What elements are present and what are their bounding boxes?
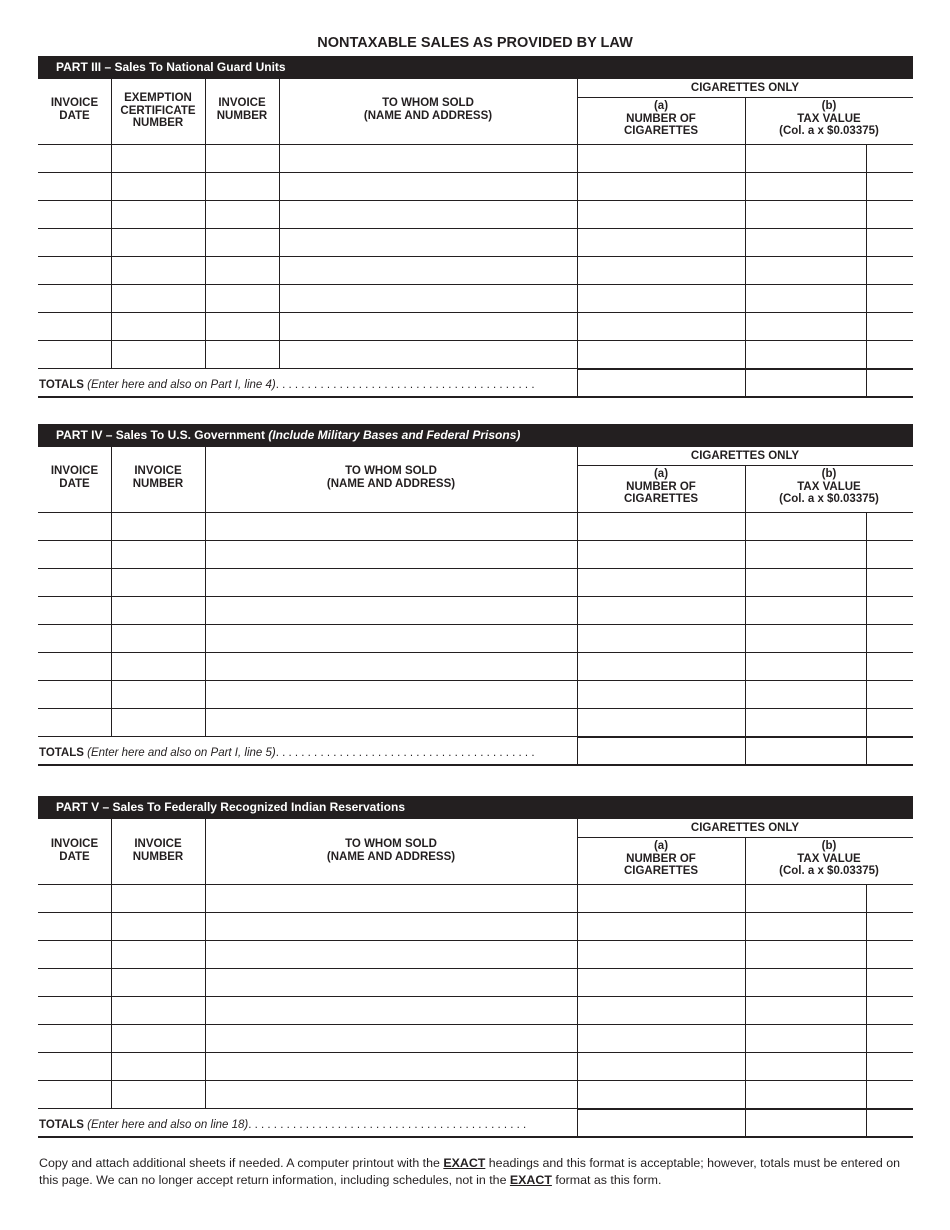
part-iii-section <box>0 56 950 426</box>
table-cell[interactable] <box>867 285 913 312</box>
table-cell[interactable] <box>746 313 866 340</box>
table-cell[interactable] <box>206 173 279 200</box>
table-cell[interactable] <box>578 653 745 680</box>
table-cell[interactable] <box>112 257 205 284</box>
table-cell[interactable] <box>206 313 279 340</box>
table-cell[interactable] <box>112 513 205 540</box>
table-cell[interactable] <box>112 313 205 340</box>
table-cell[interactable] <box>578 541 745 568</box>
exemption-certificate-header: EXEMPTION CERTIFICATE NUMBER <box>120 92 196 129</box>
table-cell[interactable] <box>746 913 866 940</box>
table-cell[interactable] <box>280 285 577 312</box>
table-cell[interactable] <box>867 681 913 708</box>
totals-note: (Enter here and also on Part I, line 4) <box>87 379 276 391</box>
table-cell[interactable] <box>578 625 745 652</box>
table-cell[interactable] <box>112 341 205 368</box>
table-cell[interactable] <box>578 201 745 228</box>
table-cell[interactable] <box>39 201 111 228</box>
table-cell[interactable] <box>578 257 745 284</box>
table-cell[interactable] <box>39 997 111 1024</box>
table-cell[interactable] <box>39 257 111 284</box>
table-cell[interactable] <box>867 257 913 284</box>
table-cell[interactable] <box>280 145 577 172</box>
totals-cell[interactable] <box>578 370 745 396</box>
table-cell[interactable] <box>867 597 913 624</box>
table-cell[interactable] <box>746 1025 866 1052</box>
table-cell[interactable] <box>867 941 913 968</box>
table-cell[interactable] <box>578 145 745 172</box>
rule <box>38 736 577 737</box>
tax-value-header: (b) TAX VALUE (Col. a x $0.03375) <box>779 468 879 505</box>
table-cell[interactable] <box>746 341 866 368</box>
totals-label <box>39 1119 526 1131</box>
table-cell[interactable] <box>39 885 111 912</box>
table-cell[interactable] <box>746 257 866 284</box>
invoice-number-header: INVOICE NUMBER <box>132 465 184 490</box>
number-of-cigarettes-header: (a) NUMBER OF CIGARETTES <box>623 468 699 505</box>
table-cell[interactable] <box>280 341 577 368</box>
table-cell[interactable] <box>112 285 205 312</box>
table-cell[interactable] <box>867 1081 913 1108</box>
table-cell[interactable] <box>746 513 866 540</box>
table-cell[interactable] <box>867 173 913 200</box>
table-cell[interactable] <box>578 969 745 996</box>
table-cell[interactable] <box>578 1081 745 1108</box>
table-cell[interactable] <box>112 173 205 200</box>
totals-note: (Enter here and also on Part I, line 5) <box>87 747 276 759</box>
table-cell[interactable] <box>746 941 866 968</box>
table-cell[interactable] <box>206 145 279 172</box>
table-cell[interactable] <box>206 681 577 708</box>
cigarettes-only-header: CIGARETTES ONLY <box>690 450 800 462</box>
table-cell[interactable] <box>867 1053 913 1080</box>
table-cell[interactable] <box>746 173 866 200</box>
table-cell[interactable] <box>39 709 111 736</box>
table-cell[interactable] <box>112 997 205 1024</box>
table-cell[interactable] <box>867 569 913 596</box>
table-cell[interactable] <box>206 913 577 940</box>
table-cell[interactable] <box>39 913 111 940</box>
tax-value-header: (b) TAX VALUE (Col. a x $0.03375) <box>779 100 879 137</box>
table-cell[interactable] <box>578 597 745 624</box>
table-cell[interactable] <box>39 1053 111 1080</box>
table-cell[interactable] <box>867 913 913 940</box>
table-cell[interactable] <box>867 313 913 340</box>
table-cell[interactable] <box>867 969 913 996</box>
table-cell[interactable] <box>280 229 577 256</box>
table-cell[interactable] <box>112 1025 205 1052</box>
table-cell[interactable] <box>206 201 279 228</box>
table-cell[interactable] <box>578 913 745 940</box>
table-cell[interactable] <box>39 569 111 596</box>
table-cell[interactable] <box>112 913 205 940</box>
table-cell[interactable] <box>112 1053 205 1080</box>
table-cell[interactable] <box>206 885 577 912</box>
table-cell[interactable] <box>578 885 745 912</box>
table-cell[interactable] <box>206 513 577 540</box>
table-cell[interactable] <box>39 625 111 652</box>
table-cell[interactable] <box>867 885 913 912</box>
totals-cell[interactable] <box>867 370 913 396</box>
table-cell[interactable] <box>112 229 205 256</box>
totals-cell[interactable] <box>746 370 866 396</box>
table-cell[interactable] <box>112 597 205 624</box>
part-v-section <box>0 796 950 1166</box>
table-cell[interactable] <box>746 1081 866 1108</box>
rule <box>38 396 913 398</box>
table-cell[interactable] <box>112 709 205 736</box>
to-whom-sold-header: TO WHOM SOLD (NAME AND ADDRESS) <box>363 97 493 122</box>
table-cell[interactable] <box>112 625 205 652</box>
footer-note: Copy and attach additional sheets if needed. A computer printout with the EXACT headings and this format is acceptable; however, totals must be entered on this page. We can no longer accept return information, including schedules, not in the EXACT format as this form. <box>39 1156 900 1187</box>
table-cell[interactable] <box>578 341 745 368</box>
table-cell[interactable] <box>206 257 279 284</box>
table-cell[interactable] <box>746 681 866 708</box>
rule <box>38 368 577 369</box>
table-cell[interactable] <box>112 1081 205 1108</box>
table-cell[interactable] <box>39 341 111 368</box>
table-cell[interactable] <box>280 313 577 340</box>
table-cell[interactable] <box>206 285 279 312</box>
table-cell[interactable] <box>39 513 111 540</box>
table-cell[interactable] <box>867 145 913 172</box>
table-cell[interactable] <box>578 313 745 340</box>
table-cell[interactable] <box>206 229 279 256</box>
table-cell[interactable] <box>206 1053 577 1080</box>
part-v-header: PART V – Sales To Federally Recognized Indian Reservations <box>38 796 913 819</box>
invoice-number-header: INVOICE NUMBER <box>132 838 184 863</box>
totals-word: TOTALS <box>39 747 84 759</box>
table-cell[interactable] <box>39 597 111 624</box>
table-cell[interactable] <box>39 653 111 680</box>
table-cell[interactable] <box>39 941 111 968</box>
number-of-cigarettes-header: (a) NUMBER OF CIGARETTES <box>623 840 699 877</box>
table-cell[interactable] <box>867 709 913 736</box>
table-cell[interactable] <box>112 969 205 996</box>
table-cell[interactable] <box>746 709 866 736</box>
table-cell[interactable] <box>578 1053 745 1080</box>
table-cell[interactable] <box>578 1025 745 1052</box>
table-cell[interactable] <box>206 597 577 624</box>
table-cell[interactable] <box>206 653 577 680</box>
totals-cell[interactable] <box>867 738 913 764</box>
table-cell[interactable] <box>112 653 205 680</box>
table-cell[interactable] <box>39 681 111 708</box>
totals-cell[interactable] <box>867 1110 913 1136</box>
totals-cell[interactable] <box>578 1110 745 1136</box>
table-cell[interactable] <box>112 569 205 596</box>
table-cell[interactable] <box>206 941 577 968</box>
totals-word: TOTALS <box>39 1119 84 1131</box>
part-iv-section <box>0 424 950 794</box>
table-cell[interactable] <box>206 997 577 1024</box>
table-cell[interactable] <box>746 229 866 256</box>
table-cell[interactable] <box>867 997 913 1024</box>
table-cell[interactable] <box>746 569 866 596</box>
invoice-date-header: INVOICE DATE <box>50 97 99 122</box>
rule <box>38 1136 913 1138</box>
table-cell[interactable] <box>112 145 205 172</box>
table-cell[interactable] <box>746 997 866 1024</box>
table-cell[interactable] <box>112 201 205 228</box>
page-title: NONTAXABLE SALES AS PROVIDED BY LAW <box>317 35 633 51</box>
rule <box>38 764 913 766</box>
table-cell[interactable] <box>39 541 111 568</box>
number-of-cigarettes-header: (a) NUMBER OF CIGARETTES <box>623 100 699 137</box>
table-cell[interactable] <box>39 1081 111 1108</box>
table-cell[interactable] <box>746 597 866 624</box>
table-cell[interactable] <box>578 941 745 968</box>
table-cell[interactable] <box>746 1053 866 1080</box>
totals-label <box>39 379 535 391</box>
part-iii-header: PART III – Sales To National Guard Units <box>38 56 913 79</box>
table-cell[interactable] <box>746 541 866 568</box>
table-cell[interactable] <box>206 1025 577 1052</box>
table-cell[interactable] <box>746 969 866 996</box>
invoice-number-header: INVOICE NUMBER <box>216 97 268 122</box>
table-cell[interactable] <box>206 625 577 652</box>
table-cell[interactable] <box>112 681 205 708</box>
table-cell[interactable] <box>578 997 745 1024</box>
table-cell[interactable] <box>206 709 577 736</box>
totals-cell[interactable] <box>578 738 745 764</box>
totals-cell[interactable] <box>746 738 866 764</box>
totals-note: (Enter here and also on line 18) <box>87 1119 249 1131</box>
leader-dots: . . . . . . . . . . . . . . . . . . . . . . . . . . . . . . . . . . . . . . . . . <box>275 379 535 391</box>
table-cell[interactable] <box>867 229 913 256</box>
totals-word: TOTALS <box>39 379 84 391</box>
table-cell[interactable] <box>39 145 111 172</box>
part-iv-header: PART IV – Sales To U.S. Government (Include Military Bases and Federal Prisons) <box>38 424 913 447</box>
table-cell[interactable] <box>206 569 577 596</box>
table-cell[interactable] <box>746 201 866 228</box>
table-cell[interactable] <box>39 229 111 256</box>
to-whom-sold-header: TO WHOM SOLD (NAME AND ADDRESS) <box>326 838 456 863</box>
table-cell[interactable] <box>39 313 111 340</box>
table-cell[interactable] <box>112 541 205 568</box>
table-cell[interactable] <box>867 201 913 228</box>
table-cell[interactable] <box>280 173 577 200</box>
invoice-date-header: INVOICE DATE <box>50 465 99 490</box>
table-cell[interactable] <box>206 969 577 996</box>
leader-dots: . . . . . . . . . . . . . . . . . . . . . . . . . . . . . . . . . . . . . . . . . <box>275 747 535 759</box>
table-cell[interactable] <box>867 513 913 540</box>
table-cell[interactable] <box>867 625 913 652</box>
totals-cell[interactable] <box>746 1110 866 1136</box>
table-cell[interactable] <box>280 257 577 284</box>
table-cell[interactable] <box>578 709 745 736</box>
table-cell[interactable] <box>867 341 913 368</box>
leader-dots: . . . . . . . . . . . . . . . . . . . . . . . . . . . . . . . . . . . . . . . . . . . . <box>248 1119 527 1131</box>
table-cell[interactable] <box>746 625 866 652</box>
to-whom-sold-header: TO WHOM SOLD (NAME AND ADDRESS) <box>326 465 456 490</box>
table-cell[interactable] <box>280 201 577 228</box>
table-cell[interactable] <box>578 513 745 540</box>
table-cell[interactable] <box>867 1025 913 1052</box>
table-cell[interactable] <box>112 941 205 968</box>
table-cell[interactable] <box>39 173 111 200</box>
tax-value-header: (b) TAX VALUE (Col. a x $0.03375) <box>779 840 879 877</box>
table-cell[interactable] <box>746 285 866 312</box>
cigarettes-only-header: CIGARETTES ONLY <box>690 822 800 834</box>
table-cell[interactable] <box>578 569 745 596</box>
table-cell[interactable] <box>746 653 866 680</box>
table-cell[interactable] <box>578 173 745 200</box>
rule <box>38 1108 577 1109</box>
invoice-date-header: INVOICE DATE <box>50 838 99 863</box>
table-cell[interactable] <box>39 285 111 312</box>
table-cell[interactable] <box>206 541 577 568</box>
table-cell[interactable] <box>746 885 866 912</box>
table-cell[interactable] <box>206 1081 577 1108</box>
table-cell[interactable] <box>867 653 913 680</box>
table-cell[interactable] <box>578 681 745 708</box>
table-cell[interactable] <box>112 885 205 912</box>
totals-label <box>39 747 535 759</box>
table-cell[interactable] <box>867 541 913 568</box>
table-cell[interactable] <box>578 229 745 256</box>
table-cell[interactable] <box>39 1025 111 1052</box>
table-cell[interactable] <box>578 285 745 312</box>
cigarettes-only-header: CIGARETTES ONLY <box>690 82 800 94</box>
table-cell[interactable] <box>746 145 866 172</box>
table-cell[interactable] <box>206 341 279 368</box>
table-cell[interactable] <box>39 969 111 996</box>
